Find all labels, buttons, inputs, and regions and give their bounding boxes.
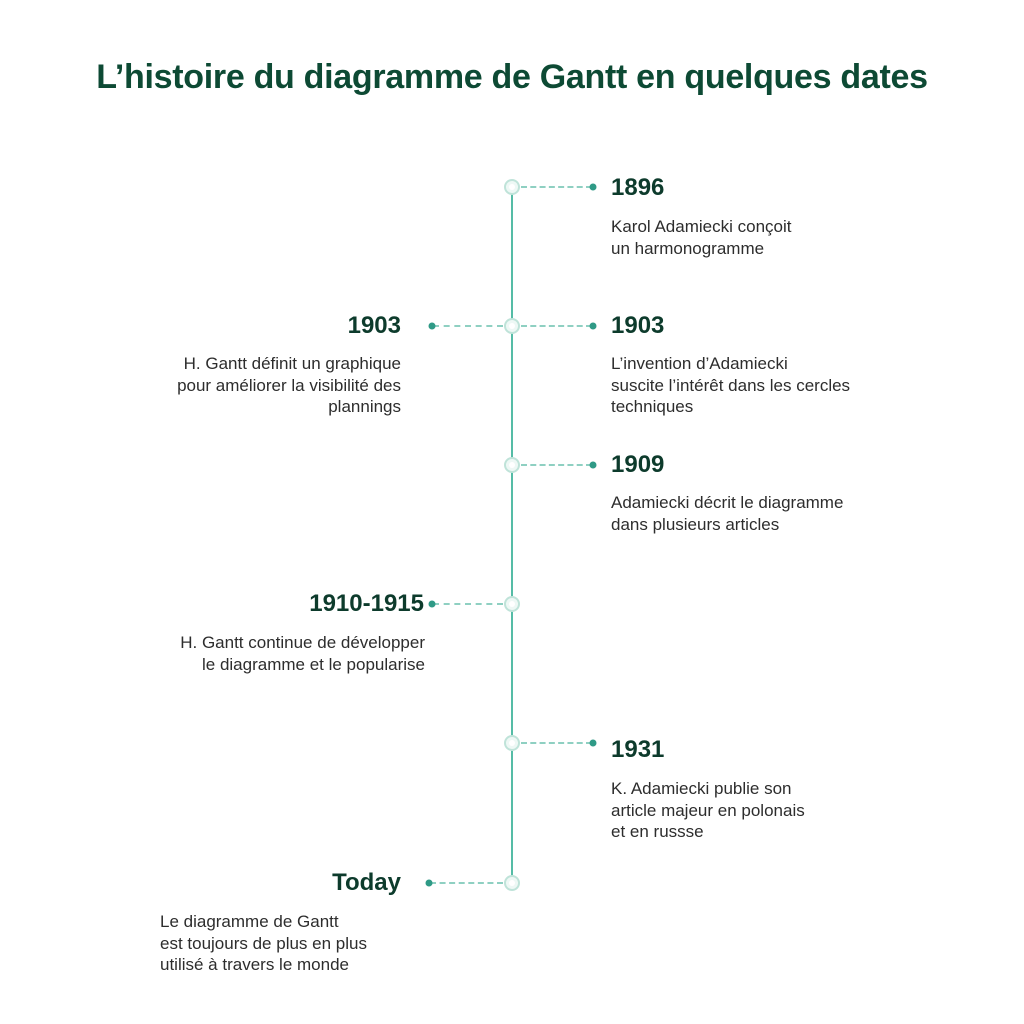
connector-today [430, 882, 503, 884]
connector-1903-left [433, 325, 503, 327]
timeline-axis [511, 187, 513, 883]
description-line: un harmonogramme [611, 238, 765, 258]
event-year-1931: 1931 [611, 736, 665, 763]
description-line: Adamiecki décrit le diagramme [611, 493, 844, 512]
timeline-node-today [504, 875, 520, 891]
description-line: et en russse [611, 822, 704, 841]
event-description-1931 [611, 778, 805, 843]
description-line: article majeur en polonais [611, 800, 805, 820]
timeline-node-1909 [504, 457, 520, 473]
event-description-today [160, 911, 367, 976]
description-line: utilisé à travers le monde [160, 955, 349, 974]
event-description-1903-right [611, 353, 850, 418]
description-line: L’invention d’Adamiecki [611, 354, 788, 373]
description-line: dans plusieurs articles [611, 514, 780, 534]
timeline-node-1896 [504, 179, 520, 195]
connector-1903-right [521, 325, 592, 327]
event-description-1903-left [177, 353, 401, 418]
event-year-1909: 1909 [611, 451, 665, 478]
description-line: Karol Adamiecki conçoit [611, 217, 792, 236]
timeline-node-1931 [504, 735, 520, 751]
timeline-node-1903 [504, 318, 520, 334]
description-line: K. Adamiecki publie son [611, 779, 792, 798]
description-line: H. Gantt définit un graphique [183, 354, 401, 373]
event-description-1896 [611, 216, 791, 259]
connector-1909 [521, 464, 592, 466]
event-year-1903-left: 1903 [347, 312, 401, 339]
event-year-1896: 1896 [611, 174, 665, 201]
description-line: H. Gantt continue de développer [180, 633, 425, 652]
event-description-1909 [611, 492, 843, 535]
description-line: est toujours de plus en plus [160, 933, 367, 953]
event-year-1910-1915: 1910-1915 [309, 590, 424, 617]
description-line: Le diagramme de Gantt [160, 912, 339, 931]
connector-dot-1909 [590, 462, 597, 469]
connector-dot-1896 [590, 184, 597, 191]
event-year-1903-right: 1903 [611, 312, 665, 339]
description-line: suscite l’intérêt dans les cercles [611, 375, 851, 395]
connector-1910-1915 [433, 603, 503, 605]
connector-dot-1910-1915 [429, 601, 436, 608]
event-year-today: Today [332, 869, 401, 896]
description-line: le diagramme et le popularise [201, 654, 425, 674]
connector-dot-1903-right [590, 323, 597, 330]
connector-dot-1903-left [429, 323, 436, 330]
description-line: techniques [611, 397, 694, 416]
timeline-node-1910-1915 [504, 596, 520, 612]
connector-dot-today [426, 880, 433, 887]
connector-1931 [521, 742, 592, 744]
connector-dot-1931 [590, 740, 597, 747]
description-line: pour améliorer la visibilité des [177, 375, 401, 395]
connector-1896 [521, 186, 592, 188]
event-description-1910-1915 [180, 632, 425, 675]
page-title: L’histoire du diagramme de Gantt en quelques dates [96, 58, 928, 96]
description-line: plannings [328, 397, 401, 416]
